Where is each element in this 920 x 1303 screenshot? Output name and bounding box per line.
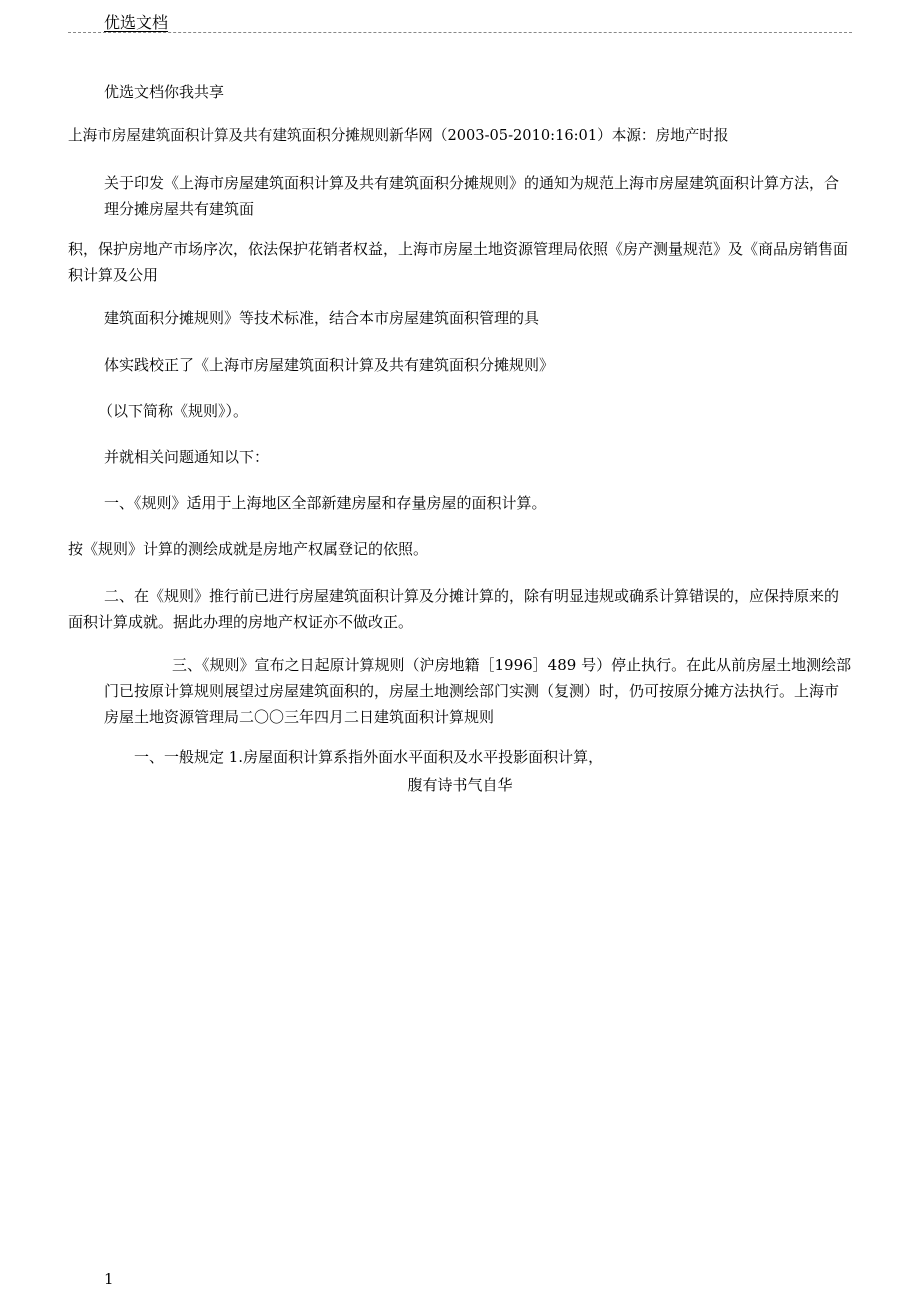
paragraph-6: 体实践校正了《上海市房屋建筑面积计算及共有建筑面积分摊规则》 (104, 356, 555, 374)
paragraph-1: 优选文档你我共享 (104, 83, 225, 101)
paragraph-12: 三、《规则》宣布之日起原计算规则（沪房地籍［1996］489 号）停止执行。在此从前房屋土地测绘部门已按原计算规则展望过房屋建筑面积的，房屋土地测绘部门实测（复测）时，仍可按原分摊方法执行。上海市房屋土地资源管理局二〇〇三年四月二日建筑面积计算规则 (104, 656, 852, 726)
paragraph-9: 一、《规则》适用于上海地区全部新建房屋和存量房屋的面积计算。 (104, 494, 547, 512)
paragraph-11: 二、在《规则》推行前已进行房屋建筑面积计算及分摊计算的，除有明显违规或确系计算错误的，应保持原来的面积计算成就。据此办理的房地产权证亦不做改正。 (68, 587, 840, 631)
paragraph-2: 上海市房屋建筑面积计算及共有建筑面积分摊规则新华网（2003-05-2010:16:01）本源：房地产时报 (68, 127, 729, 144)
paragraph-13: 一、一般规定 1.房屋面积计算系指外面水平面积及水平投影面积计算， (134, 748, 604, 766)
footer-motto: 腹有诗书气自华 (407, 776, 513, 794)
paragraph-5: 建筑面积分摊规则》等技术标准，结合本市房屋建筑面积管理的具 (104, 309, 540, 327)
paragraph-7: （以下简称《规则》）。 (98, 402, 249, 420)
header-divider (68, 32, 852, 33)
paragraph-10: 按《规则》计算的测绘成就是房地产权属登记的依照。 (68, 540, 429, 558)
paragraph-3 (104, 170, 852, 222)
paragraph-8: 并就相关问题通知以下： (104, 448, 270, 466)
header-title: 优选文档 (104, 13, 169, 32)
paragraph-3-text: 关于印发《上海市房屋建筑面积计算及共有建筑面积分摊规则》的通知为规范上海市房屋建筑面积计算方法，合理分摊房屋共有建筑面 (104, 174, 840, 218)
page-number: 1 (104, 1270, 114, 1288)
paragraph-4: 积，保护房地产市场序次，依法保护花销者权益，上海市房屋土地资源管理局依照《房产测量规范》及《商品房销售面积计算及公用 (68, 240, 849, 284)
